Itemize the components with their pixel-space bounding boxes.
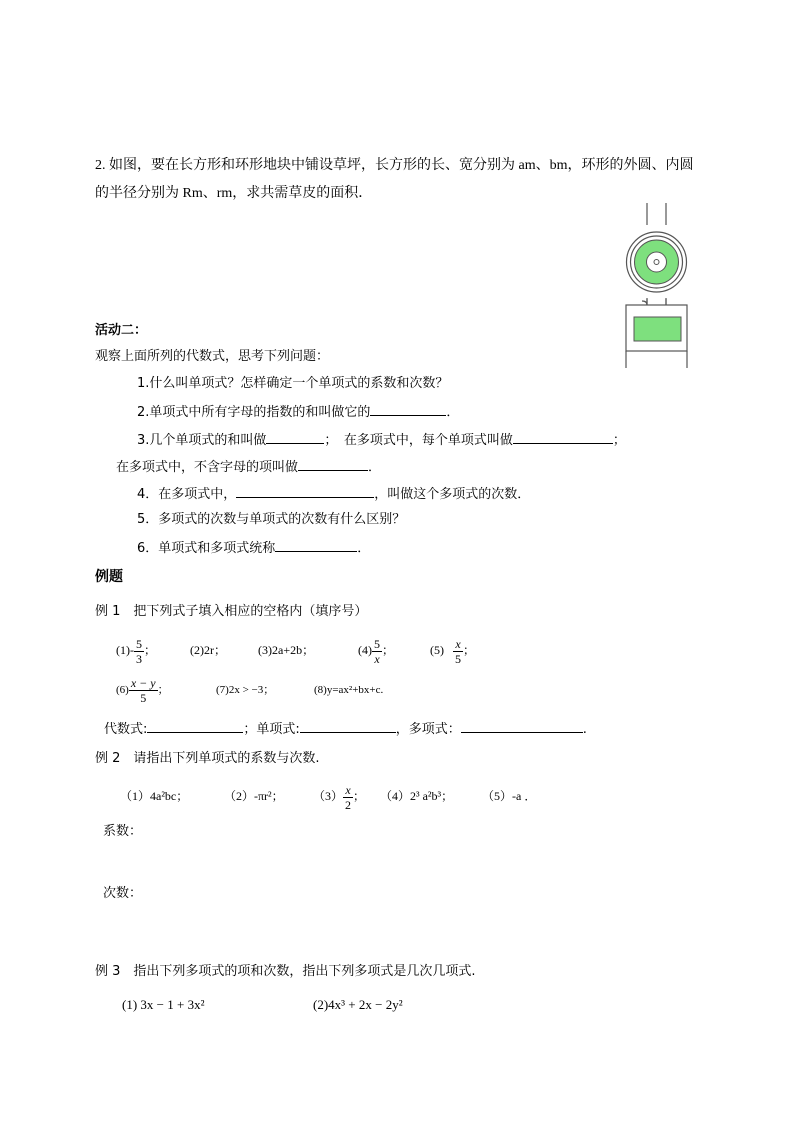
example2-item5: （5）-a ．	[482, 789, 537, 803]
example3-item2: (2)4x³ + 2x − 2y²	[313, 997, 403, 1012]
example1-item6: (6) $\frac{x - y}{5}$ ；	[116, 675, 169, 705]
problem2-line2: 的半径分别为 Rm、rm，求共需草皮的面积．	[95, 186, 373, 201]
example2-degree-label: 次数：	[103, 886, 143, 901]
example1-item3: (3)2a+2b；	[258, 643, 315, 657]
activity-q3-cont: 在多项式中，不含字母的项叫做 ．	[116, 457, 381, 477]
examples-heading: 例题	[95, 569, 123, 585]
rectangle-lawn	[634, 317, 681, 341]
answer-blank[interactable]	[298, 457, 368, 471]
example1-item2: (2)2r；	[190, 643, 226, 657]
example1-item7: (7)2x > −3；	[216, 684, 275, 696]
activity-q5: 5．多项式的次数与单项式的次数有什么区别？	[137, 512, 406, 527]
answer-blank[interactable]	[370, 402, 446, 416]
example3-title: 例 3 指出下列多项式的项和次数，指出下列多项式是几次几项式.	[95, 964, 476, 979]
example1-item1: (1)- $\frac{5}{3}$ ；	[116, 636, 157, 666]
lawn-figure	[620, 203, 692, 373]
example2-coefficient-label: 系数：	[103, 824, 143, 839]
example1-item5: (5) $\frac{x}{5}$ ；	[430, 636, 476, 666]
answer-blank[interactable]	[147, 719, 243, 733]
example1-title: 例 1 把下列式子填入相应的空格内（填序号）	[95, 604, 368, 619]
answer-blank[interactable]	[461, 719, 583, 733]
answer-blank[interactable]	[300, 719, 396, 733]
example2-item2: （2）-πr²；	[224, 789, 284, 803]
activity-q3: 3.几个单项式的和叫做 ； 在多项式中，每个单项式叫做 ；	[137, 430, 626, 450]
activity-q1: 1.什么叫单项式？怎样确定一个单项式的系数和次数？	[137, 376, 449, 391]
example2-item4: （4）2³ a²b³；	[380, 789, 454, 803]
answer-blank[interactable]	[513, 430, 613, 444]
example2-item3: （3） $\frac{x}{2}$ ；	[313, 782, 366, 812]
example1-item4: (4) $\frac{5}{x}$ ；	[358, 636, 395, 666]
activity-q6: 6．单项式和多项式统称 ．	[137, 538, 370, 558]
ring-inner-circle	[647, 252, 667, 272]
example1-item8: (8)y=ax²+bx+c.	[314, 684, 384, 696]
answer-blank[interactable]	[236, 484, 374, 498]
example2-title: 例 2 请指出下列单项式的系数与次数.	[95, 751, 320, 766]
problem2-line1: 2. 如图，要在长方形和环形地块中铺设草坪，长方形的长、宽分别为 am、bm，环形的外圆、内圆	[95, 158, 694, 173]
answer-blank[interactable]	[266, 430, 324, 444]
activity-intro: 观察上面所列的代数式，思考下列问题：	[95, 349, 330, 364]
activity-q4: 4．在多项式中， ，叫做这个多项式的次数．	[137, 484, 530, 504]
example2-item1: （1）4a²bc；	[120, 789, 189, 803]
activity-heading: 活动二：	[95, 323, 148, 338]
example3-item1: (1) 3x − 1 + 3x²	[122, 997, 205, 1012]
answer-blank[interactable]	[275, 538, 357, 552]
activity-q2: 2.单项式中所有字母的指数的和叫做它的 ．	[137, 402, 459, 422]
example1-answers: 代数式: ；单项式: ，多项式： .	[104, 719, 587, 739]
